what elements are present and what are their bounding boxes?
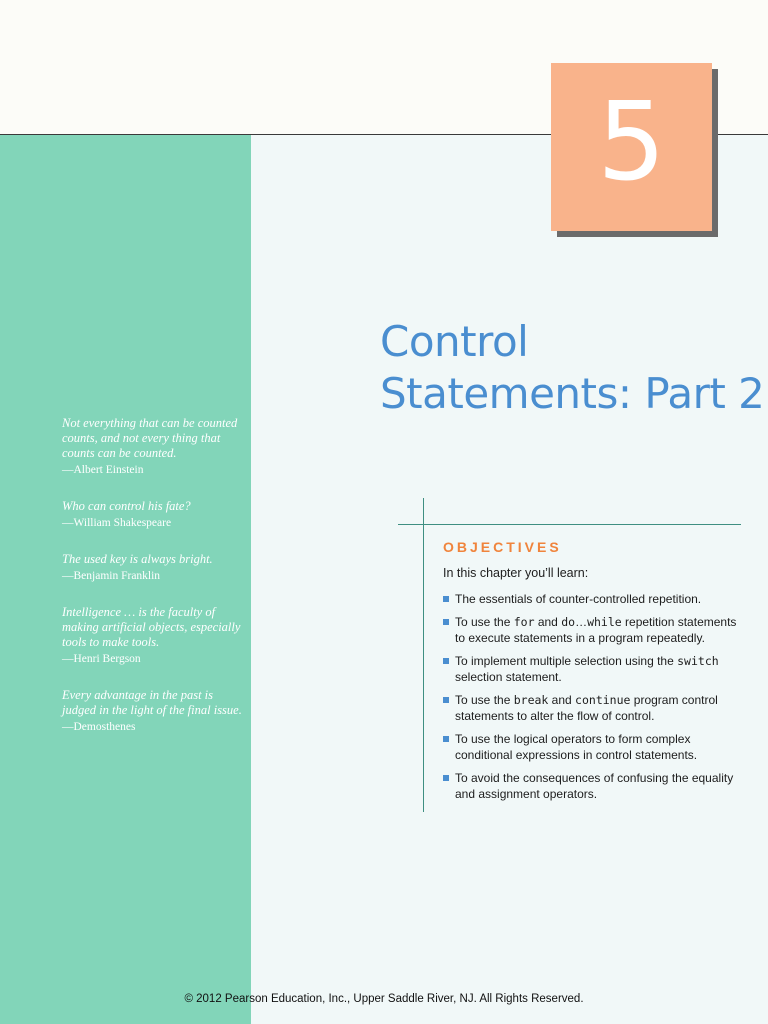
objectives-horizontal-rule [398,524,741,525]
square-bullet-icon [443,736,449,742]
objective-text: To use the logical operators to form complex conditional expressions in control statements. [455,732,698,762]
square-bullet-icon [443,619,449,625]
quote-author: —Demosthenes [62,721,136,733]
objective-item [443,692,748,724]
objectives-intro: In this chapter you’ll learn: [443,566,589,580]
objective-text: To use the [455,615,514,629]
square-bullet-icon [443,658,449,664]
objectives-list [443,591,748,802]
objective-text: and [548,693,576,707]
quote-text: Not everything that can be counted counts, and not every thing that counts can be counted. [62,416,238,460]
objective-text: … [575,615,588,629]
epigraph-quotes [62,416,242,756]
objectives-heading [443,538,748,556]
chapter-number-box [551,63,712,231]
square-bullet-icon [443,596,449,602]
objective-text: The essentials of counter-controlled repetition. [455,592,702,606]
objective-item [443,770,748,802]
quote-author: —William Shakespeare [62,517,172,529]
objective-text: To implement multiple selection using the [455,654,678,668]
square-bullet-icon [443,697,449,703]
chapter-title-line-2: Statements: Part 2 [380,369,765,418]
objective-text: To use the [455,693,514,707]
quote-text: Every advantage in the past is judged in the light of the final issue. [62,688,242,717]
quote [62,416,242,478]
quote [62,688,242,735]
square-bullet-icon [443,775,449,781]
objective-item [443,614,748,646]
code-keyword-for: for [513,615,535,629]
quote [62,499,242,531]
quote-author: —Henri Bergson [62,653,141,665]
code-keyword-while: while [587,615,622,629]
chapter-number: 5 [597,80,666,205]
objective-text: To avoid the consequences of confusing the equality and assignment operators. [455,771,734,801]
copyright-footer: © 2012 Pearson Education, Inc., Upper Saddle River, NJ. All Rights Reserved. [184,993,584,1005]
objective-item [443,591,748,607]
code-keyword-continue: continue [575,693,631,707]
chapter-title [380,316,765,420]
objective-text: program control statements to alter the flow of control. [455,693,718,723]
objective-text: and [534,615,562,629]
quote-text: The used key is always bright. [62,552,213,566]
code-keyword-switch: switch [677,654,719,668]
chapter-title-line-1: Control [380,317,529,366]
objective-text: repetition statements to execute statements in a program repeatedly. [455,615,737,645]
objective-text: selection statement. [455,670,562,684]
objectives-section [443,538,748,809]
code-keyword-break: break [513,693,549,707]
code-keyword-do: do [561,615,576,629]
quote-author: —Benjamin Franklin [62,570,161,582]
quote-author: —Albert Einstein [62,464,144,476]
quote-text: Who can control his fate? [62,499,191,513]
objectives-vertical-rule [423,498,424,812]
quote-text: Intelligence … is the faculty of making artificial objects, especially tools to make tools. [62,605,241,649]
objective-item [443,731,748,763]
objectives-heading-text: OBJECTIVES [443,539,562,555]
quote [62,552,242,584]
objective-item [443,653,748,685]
quote [62,605,242,667]
